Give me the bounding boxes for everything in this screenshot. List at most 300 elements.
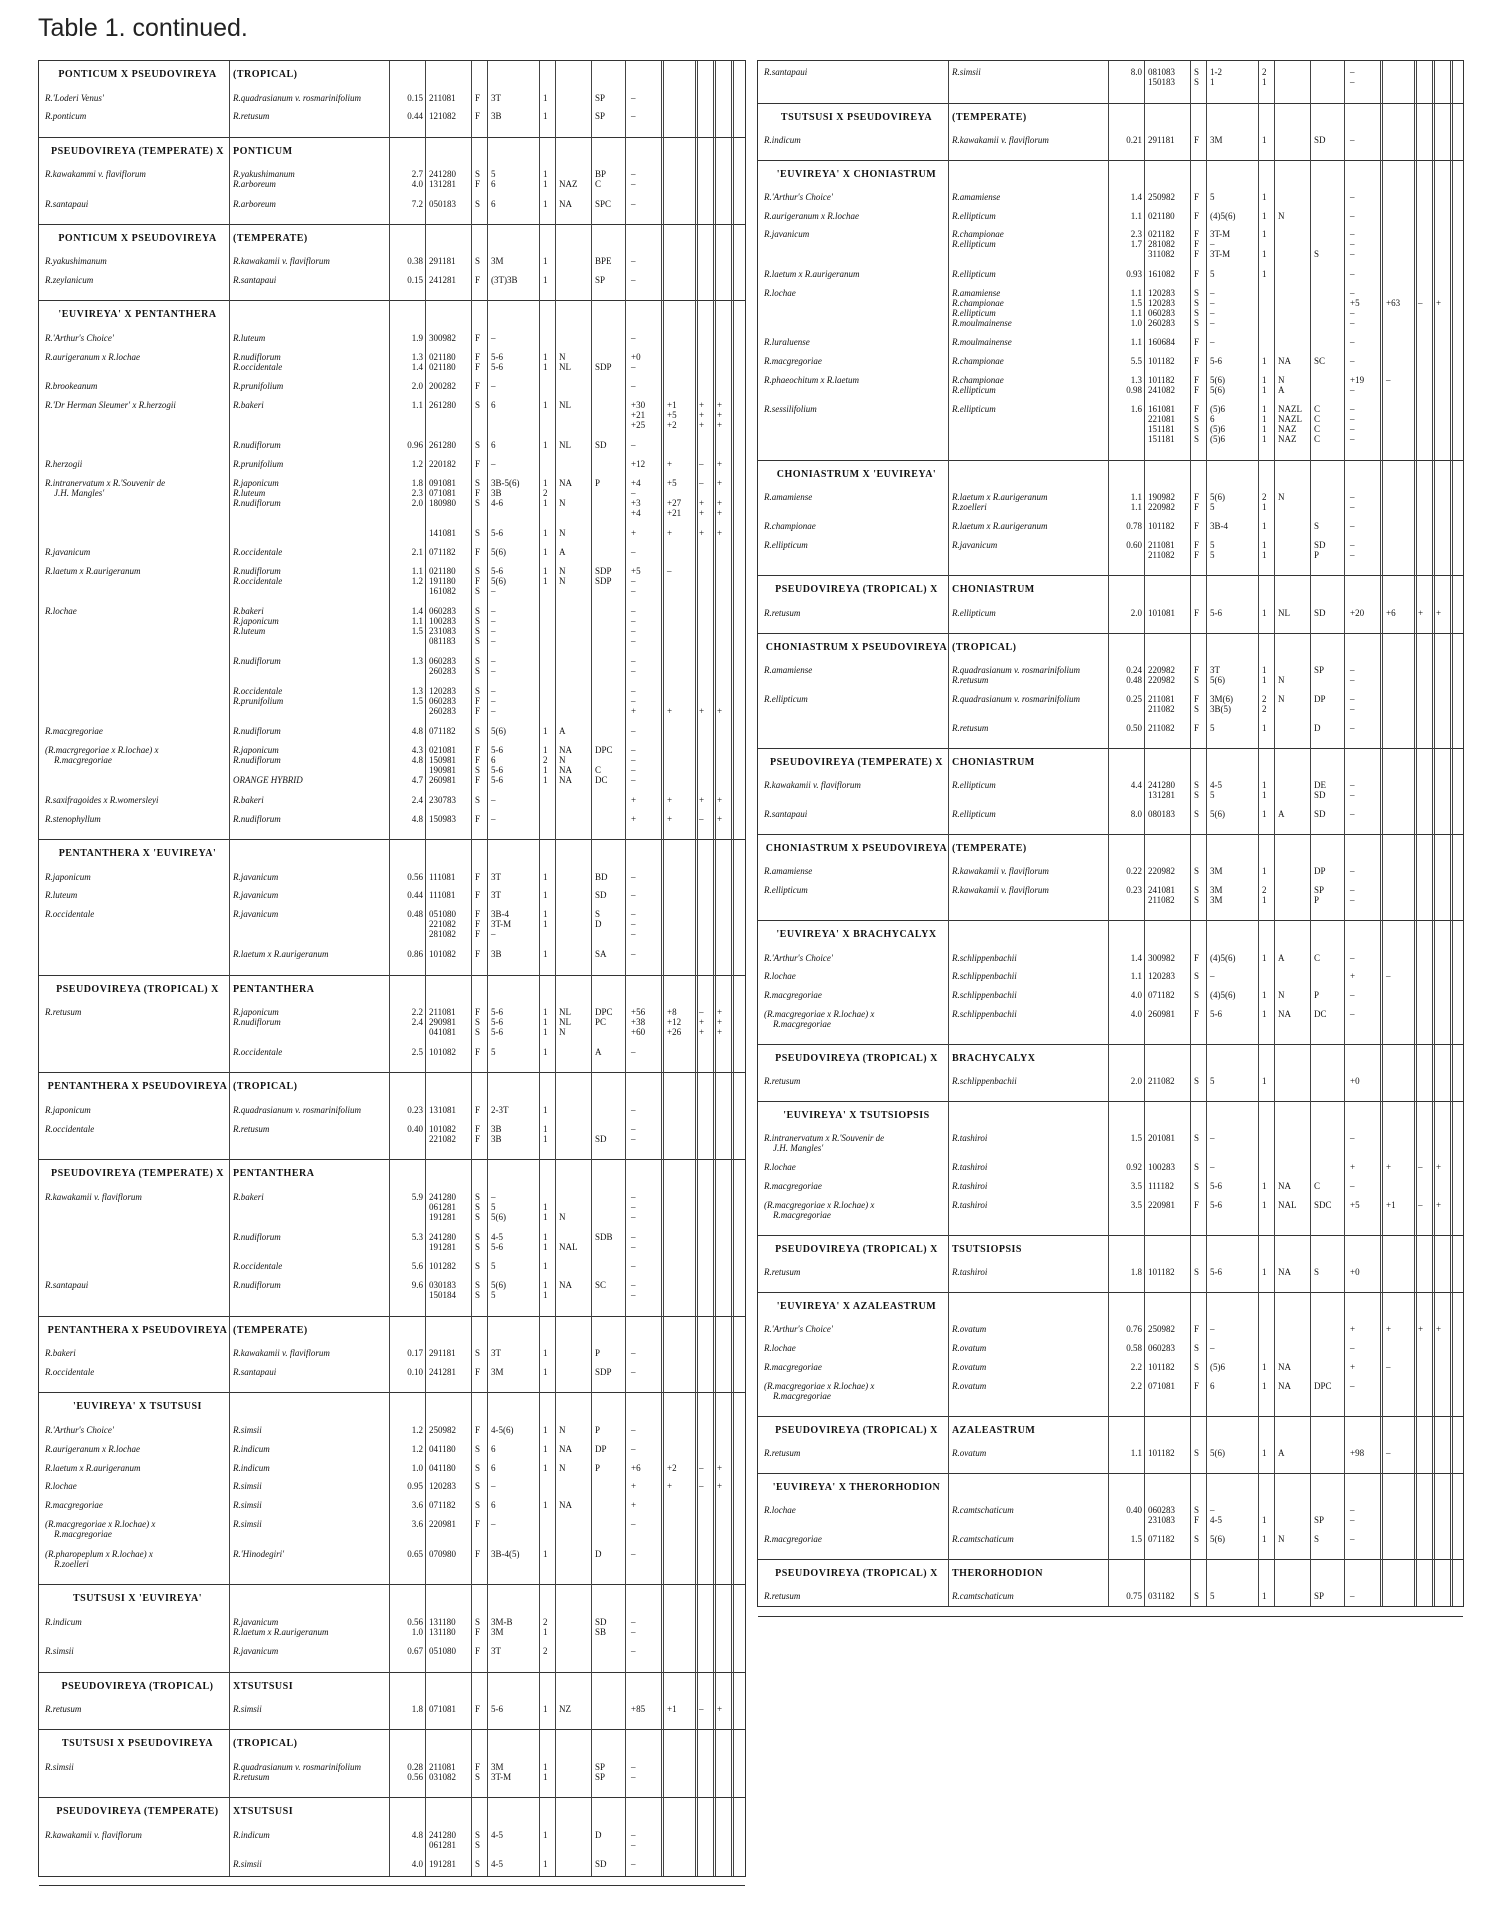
cross-group-right: PONTICUM [233,145,293,157]
cell-r: 4.8 [411,1829,423,1840]
cell-s: S S [475,656,481,677]
cell-b: R.santapaui [233,275,277,286]
cell-d: 071081 [1148,1380,1175,1391]
cell-r: 9.6 [411,1279,423,1290]
cell-n: 1 [1262,268,1267,279]
cell-a: R.brookeanum [45,381,98,392]
cell-c: DPC [1314,1380,1332,1391]
cell-x: – [631,256,636,267]
cell-s: F F [1194,540,1200,561]
cell-y: +1 [667,1704,677,1714]
cell-x: – [631,198,636,209]
cell-s: F [475,275,481,286]
cell-q: + [717,813,723,824]
cell-n: 1 1 [543,909,548,930]
cell-n: 1 [543,1462,548,1473]
cell-e: N [1278,693,1285,704]
cell-r: 1.8 [411,1704,423,1714]
cell-x: – [631,547,636,558]
cell-r: 1.1 1.2 [411,566,423,586]
table-row [758,723,1463,742]
cell-c: SD [595,890,607,901]
cell-f: 5-6 [491,1704,503,1714]
cell-d: 211082 [1148,722,1175,733]
cell-r: 2.1 [411,547,423,558]
cross-group-right: XTSUTSUSI [233,1680,294,1692]
cell-d: 071182 [1148,1534,1175,1545]
cell-n: 1 [543,547,548,558]
cell-r: 1.0 [411,1462,423,1473]
cell-x: + [1350,971,1356,982]
cell-p: + [1418,1324,1424,1335]
table-row [39,528,745,547]
cell-s: S [475,1462,481,1473]
cell-f: 5-6 5-6 5-6 [491,1007,503,1037]
cell-a: R.luteum [45,890,78,901]
cell-n: 1 [543,1261,548,1272]
cell-s: S F F [475,685,481,716]
table-row [758,540,1463,569]
cell-n: 1 [543,1829,548,1840]
cross-group-right: (TEMPERATE) [952,843,1027,855]
cell-n: 1 [543,1104,548,1115]
cell-b: R.simsii [233,1859,262,1870]
cell-r: 0.40 [407,1123,423,1134]
cell-x: – [631,1046,636,1057]
cell-f: – [491,458,496,469]
cell-f: – [1210,337,1215,348]
cell-q: + [1436,297,1442,308]
cell-n: 1 [543,1443,548,1454]
cell-r: 1.5 [1130,1534,1142,1545]
cell-y: + [667,813,673,824]
cell-n: 1 [1262,1181,1267,1192]
cell-s: F F [475,351,481,372]
table-row [758,521,1463,540]
cell-x: – [1350,809,1355,820]
cell-e: NA [559,198,572,209]
table-row [39,1105,745,1124]
column-rule [1310,61,1311,1606]
table-row [758,608,1463,627]
cell-s: F [475,92,481,103]
cell-f: 5-6 [1210,356,1222,367]
cell-c: BP C [595,169,607,190]
cell-e: N [1278,210,1285,221]
cell-a: R.lochae [45,605,77,616]
table-row [39,949,745,968]
cell-r: 0.21 [1126,134,1142,145]
cell-f: 5(6) [1210,809,1225,820]
cell-b: R.bakeri [233,794,264,805]
cell-d: 190982 220982 [1148,492,1175,513]
section-block [39,61,745,138]
cell-d: 261280 [429,400,456,411]
table-row [39,333,745,352]
cell-y: + [667,458,673,469]
cell-d: 060283 100283 231083 081183 [429,605,456,646]
cell-c: DP [1314,693,1326,704]
cross-group-right: (TEMPERATE) [233,1324,308,1336]
cross-group-left: PSEUDOVIREYA (TROPICAL) [61,1680,214,1692]
cell-s: S [1194,971,1200,982]
cell-f: 6 [491,1462,496,1473]
cross-group-right: (TEMPERATE) [952,111,1027,123]
cell-r: 2.0 [1130,1076,1142,1087]
cell-d: 120283 [1148,971,1175,982]
cell-n: 1 [543,1704,548,1714]
cell-x: – [631,381,636,392]
section-header [758,1102,1463,1133]
cell-x: +98 [1350,1448,1365,1459]
cross-group-left: PENTANTHERA X 'EUVIREYA' [58,848,217,860]
cell-f: (4)5(6) [1210,952,1236,963]
cell-r: 4.0 [1130,989,1142,1000]
cell-d: 261280 [429,439,456,450]
cell-s: F [475,1548,481,1559]
column-rule [1414,61,1417,1606]
cell-e: NAL [1278,1199,1297,1210]
cell-c: S [1314,521,1320,532]
cell-f: 5 [1210,268,1215,279]
cell-x: – – – [631,909,636,940]
cell-a: R.ellipticum [764,885,808,895]
left-table-panel [38,60,746,1877]
cell-c: SDP SDP [595,566,612,586]
cell-e: NA [559,1500,572,1511]
cell-b: R.bakeri [233,400,264,411]
cell-s: F [475,332,481,343]
cell-d: 031182 [1148,1591,1175,1602]
cell-b: R.amamiense [952,191,1001,202]
table-row [39,872,745,891]
cell-e: N [559,1211,566,1222]
cross-group-left: TSUTSUSI X 'EUVIREYA' [72,1593,203,1605]
cell-s: S [475,1348,481,1359]
cell-x: +30 +21 +25 [631,400,646,431]
cell-b: R.laetum x R.aurigeranum [233,949,329,960]
cell-s: S [475,1443,481,1454]
cell-a: R.amamiense [764,664,813,675]
cell-b: R.bakeri [233,1191,264,1202]
cell-r: 0.44 [407,111,423,122]
cell-s: S [475,1859,481,1870]
cell-c: P [595,1462,601,1473]
column-rule [731,61,734,1876]
cell-c: BD [595,871,608,882]
cell-r: 7.2 [411,198,423,209]
cell-s: F [1194,210,1200,221]
cell-s: S S [475,1829,481,1850]
cell-b: R.ellipticum [952,780,996,791]
cell-x: – [1350,989,1355,1000]
cell-b: R.simsii [233,1704,262,1714]
cell-r: 5.9 [411,1191,423,1202]
cell-b: R.schlippenbachii [952,952,1017,963]
cell-d: 071182 [429,547,456,558]
cell-s: S S [1194,885,1200,905]
cell-d: 250982 [1148,191,1175,202]
cell-s: S [475,198,481,209]
column-rule [1450,61,1453,1606]
cell-e: A [1278,809,1285,820]
cell-a: R.ponticum [45,111,87,122]
cell-d: 161081 221081 151181 151181 [1148,403,1175,444]
cross-group-left: PENTANTHERA X PSEUDOVIREYA [47,1081,228,1093]
table-row [39,686,745,726]
cell-c: SP [595,111,606,122]
cell-r: 1.1 1.1 [1130,492,1142,513]
cell-b: R.nudiflorum [233,656,281,667]
cell-c: S [1314,1534,1320,1545]
cell-r: 0.15 [407,92,423,103]
cell-a: R.lochae [764,287,796,298]
cell-a: (R.macgregoriae x R.lochae) x R.macgregoriae [45,1519,156,1540]
cell-n: 1 1 [1262,780,1267,801]
cell-n: 2 1 [1262,885,1267,905]
cell-a: (R.macgregoriae x R.lochae) x R.macgregoriae [764,1380,875,1401]
cell-n: 2 1 [543,1616,548,1637]
cell-e: N [559,1462,566,1473]
cell-b: R.nudiflorum R.occidentale [233,566,283,586]
cell-s: F [475,111,481,122]
cell-d: 101282 [429,1261,456,1272]
cell-x: – [1350,337,1355,348]
cross-group-right: (TROPICAL) [952,641,1017,653]
cell-a: R.bakeri [45,1348,76,1359]
cell-n: 1 [1262,356,1267,367]
cell-f: 6 [491,439,496,450]
cell-x: – [1350,134,1355,145]
cell-n: 1 [1262,1591,1267,1602]
cell-e: NL NL N [559,1007,571,1037]
cell-q: + [717,1481,723,1492]
cell-c: SP [1314,1591,1325,1602]
table-row [758,1133,1463,1162]
cell-x: – [631,1443,636,1454]
cell-x: – – [1350,492,1355,513]
cell-a: R.ellipticum [764,540,808,551]
cell-r: 2.4 [411,794,423,805]
table-row [758,1505,1463,1534]
table-row [758,375,1463,404]
cell-x: + [631,528,637,539]
section-header [758,1560,1463,1591]
cell-f: 5(6) 5 [1210,492,1225,513]
cell-d: 071182 [1148,989,1175,1000]
cell-c: BPE [595,256,612,267]
cell-n: 1 [1262,989,1267,1000]
cell-e: NL [1278,607,1290,618]
cell-c: C C C C [1314,403,1321,444]
cell-d: 100283 [1148,1162,1175,1173]
cell-n: 1 [1262,1534,1267,1545]
table-row [39,726,745,745]
cell-b: R.ovatum [952,1380,987,1391]
cell-s: F [475,1424,481,1435]
cell-s: F [475,1519,481,1530]
cell-x: – [631,1519,636,1530]
cell-d: 220182 [429,458,456,469]
cell-f: (5)6 [1210,1361,1225,1372]
cell-x: – [631,725,636,736]
column-rule [1258,61,1259,1606]
cell-r: 1.1 [1130,971,1142,982]
cell-y: + [667,794,673,805]
cell-c: SD [1314,134,1326,145]
column-rule [1206,61,1207,1606]
cell-s: S F [475,169,481,190]
cell-f: 4-5 5 [1210,780,1222,801]
cell-r: 4.3 4.8 4.7 [411,744,423,785]
cell-r: 1.1 1.5 1.1 1.0 [1130,287,1142,328]
cell-b: R.occidentale [233,1046,283,1057]
cell-a: R.macgregoriae [764,356,822,367]
cell-d: 250982 [1148,1324,1175,1335]
cell-b: R.amamiense R.championae R.ellipticum R.moulmainense [952,287,1012,328]
cell-d: 211082 [1148,1076,1175,1087]
table-row [39,745,745,795]
table-caption: Table 1. continued. [38,14,248,42]
cell-c: P [595,477,601,488]
cell-b: R.japonicum R.luteum R.nudiflorum [233,477,281,508]
cell-f: 3M [491,256,504,267]
cell-n: 1 1 [543,1201,548,1222]
cell-a: R.indicum [45,1616,82,1627]
cell-s: F [475,1704,481,1714]
cell-f: 5(6) [491,547,506,558]
cell-c: SDP [595,1367,612,1378]
cell-y: + [1386,1324,1392,1335]
cell-x: +85 [631,1704,646,1714]
cell-x: – [1350,1534,1355,1545]
cross-group-left: CHONIASTRUM X 'EUVIREYA' [776,469,937,481]
cell-b: R.ellipticum [952,268,996,279]
section-block [758,1293,1463,1417]
cell-b: R.ellipticum [952,210,996,221]
cell-s: S F S [475,477,481,508]
cell-e: NZ [559,1704,571,1714]
cell-s: S [475,528,481,539]
cell-d: 021180 [1148,210,1175,221]
cell-x: – [631,111,636,122]
cell-d: 241280 061281 [429,1829,456,1850]
cell-r: 0.56 [407,871,423,882]
cell-d: 200282 [429,381,456,392]
cell-d: 021081 150981 190981 260981 [429,744,456,785]
table-row [758,1448,1463,1467]
cell-e: NA [1278,356,1291,367]
table-row [39,1830,745,1859]
section-block [39,840,745,975]
cell-b: R.ellipticum [952,809,996,820]
cell-s: F [475,1646,481,1657]
cell-f: 5-6 [1210,607,1222,618]
cell-f: – – – – [1210,287,1215,328]
cell-x: – [631,275,636,286]
cell-x: + [631,1500,637,1511]
table-row [758,1181,1463,1200]
cell-b: R.luteum [233,332,266,343]
cell-r: 0.50 [1126,722,1142,733]
cell-b: R.tashiroi [952,1133,988,1144]
cell-x: – – [631,169,636,190]
cell-f: – – [491,656,496,677]
cell-d: 120283 060283 260283 [429,685,456,716]
column-rule [948,61,949,1606]
cross-group-right: THERORHODION [952,1568,1044,1580]
cell-s: S S S [475,1191,481,1222]
cell-r: 2.3 1.7 [1130,229,1142,250]
table-row [39,93,745,112]
cross-group-left: PSEUDOVIREYA (TROPICAL) X [775,1568,938,1580]
cell-b: R.japonicum R.nudiflorum ORANGE HYBRID [233,744,303,785]
cell-r: 1.1 [1130,1448,1142,1459]
cell-c: SC [595,1279,607,1290]
cell-q: + [717,705,723,716]
column-rule [695,61,698,1876]
cell-q: + [717,1462,723,1473]
cross-group-left: 'EUVIREYA' X PENTANTHERA [58,309,217,321]
cell-a: R.retusum [764,607,801,618]
cell-q: + [1436,1199,1442,1210]
cell-a: R.herzogii [45,458,83,469]
cell-n: 1 [1262,1380,1267,1391]
cell-x: – [631,871,636,882]
cell-y: +2 [667,1462,677,1473]
cell-e: NA [1278,1361,1291,1372]
cell-s: S [475,439,481,450]
cell-n: 1 [543,949,548,960]
cross-group-left: 'EUVIREYA' X TSUTSIOPSIS [783,1110,930,1122]
section-block [39,1073,745,1160]
cell-r: 1.3 [411,656,423,667]
cell-f: 4-5(6) [491,1424,514,1435]
section-block [39,1317,745,1394]
cell-a: R.amamiense [764,492,813,503]
cell-c: DP [595,1443,607,1454]
table-row [39,111,745,130]
cell-b: R.indicum [233,1462,270,1473]
cell-d: 131180 131180 [429,1616,456,1637]
cross-group-left: 'EUVIREYA' X AZALEASTRUM [776,1301,937,1313]
cell-a: R.kawakamii v. flaviflorum [45,1829,142,1840]
cell-a: R.'Arthur's Choice' [45,1424,114,1435]
cell-f: 3T [491,890,501,901]
column-rule [539,61,540,1876]
cell-r: 0.93 [1126,268,1142,279]
cell-f: 3B 3B [491,1123,502,1144]
cell-x: – [1350,356,1355,367]
cell-r: 0.23 [407,1104,423,1115]
cell-s: S F [475,1616,481,1637]
cell-f: – [491,794,496,805]
cell-b: R.occidentale [233,1261,283,1272]
cell-p: – [699,1462,704,1473]
cell-x: – – [1350,780,1355,801]
cell-q: + [1436,1162,1442,1173]
cell-f: 5(6) 5 [491,1279,506,1300]
cell-c: SD P [1314,540,1326,561]
cell-d: 211081 290981 041081 [429,1007,456,1037]
cell-c: D [595,1548,602,1559]
cell-d: 101182 [1148,1448,1175,1459]
cell-f: 5(6) 5(6) [1210,374,1225,395]
cell-r: 0.78 [1126,521,1142,532]
section-header [39,1798,745,1830]
section-header [758,634,1463,665]
cell-c: D [1314,722,1321,733]
